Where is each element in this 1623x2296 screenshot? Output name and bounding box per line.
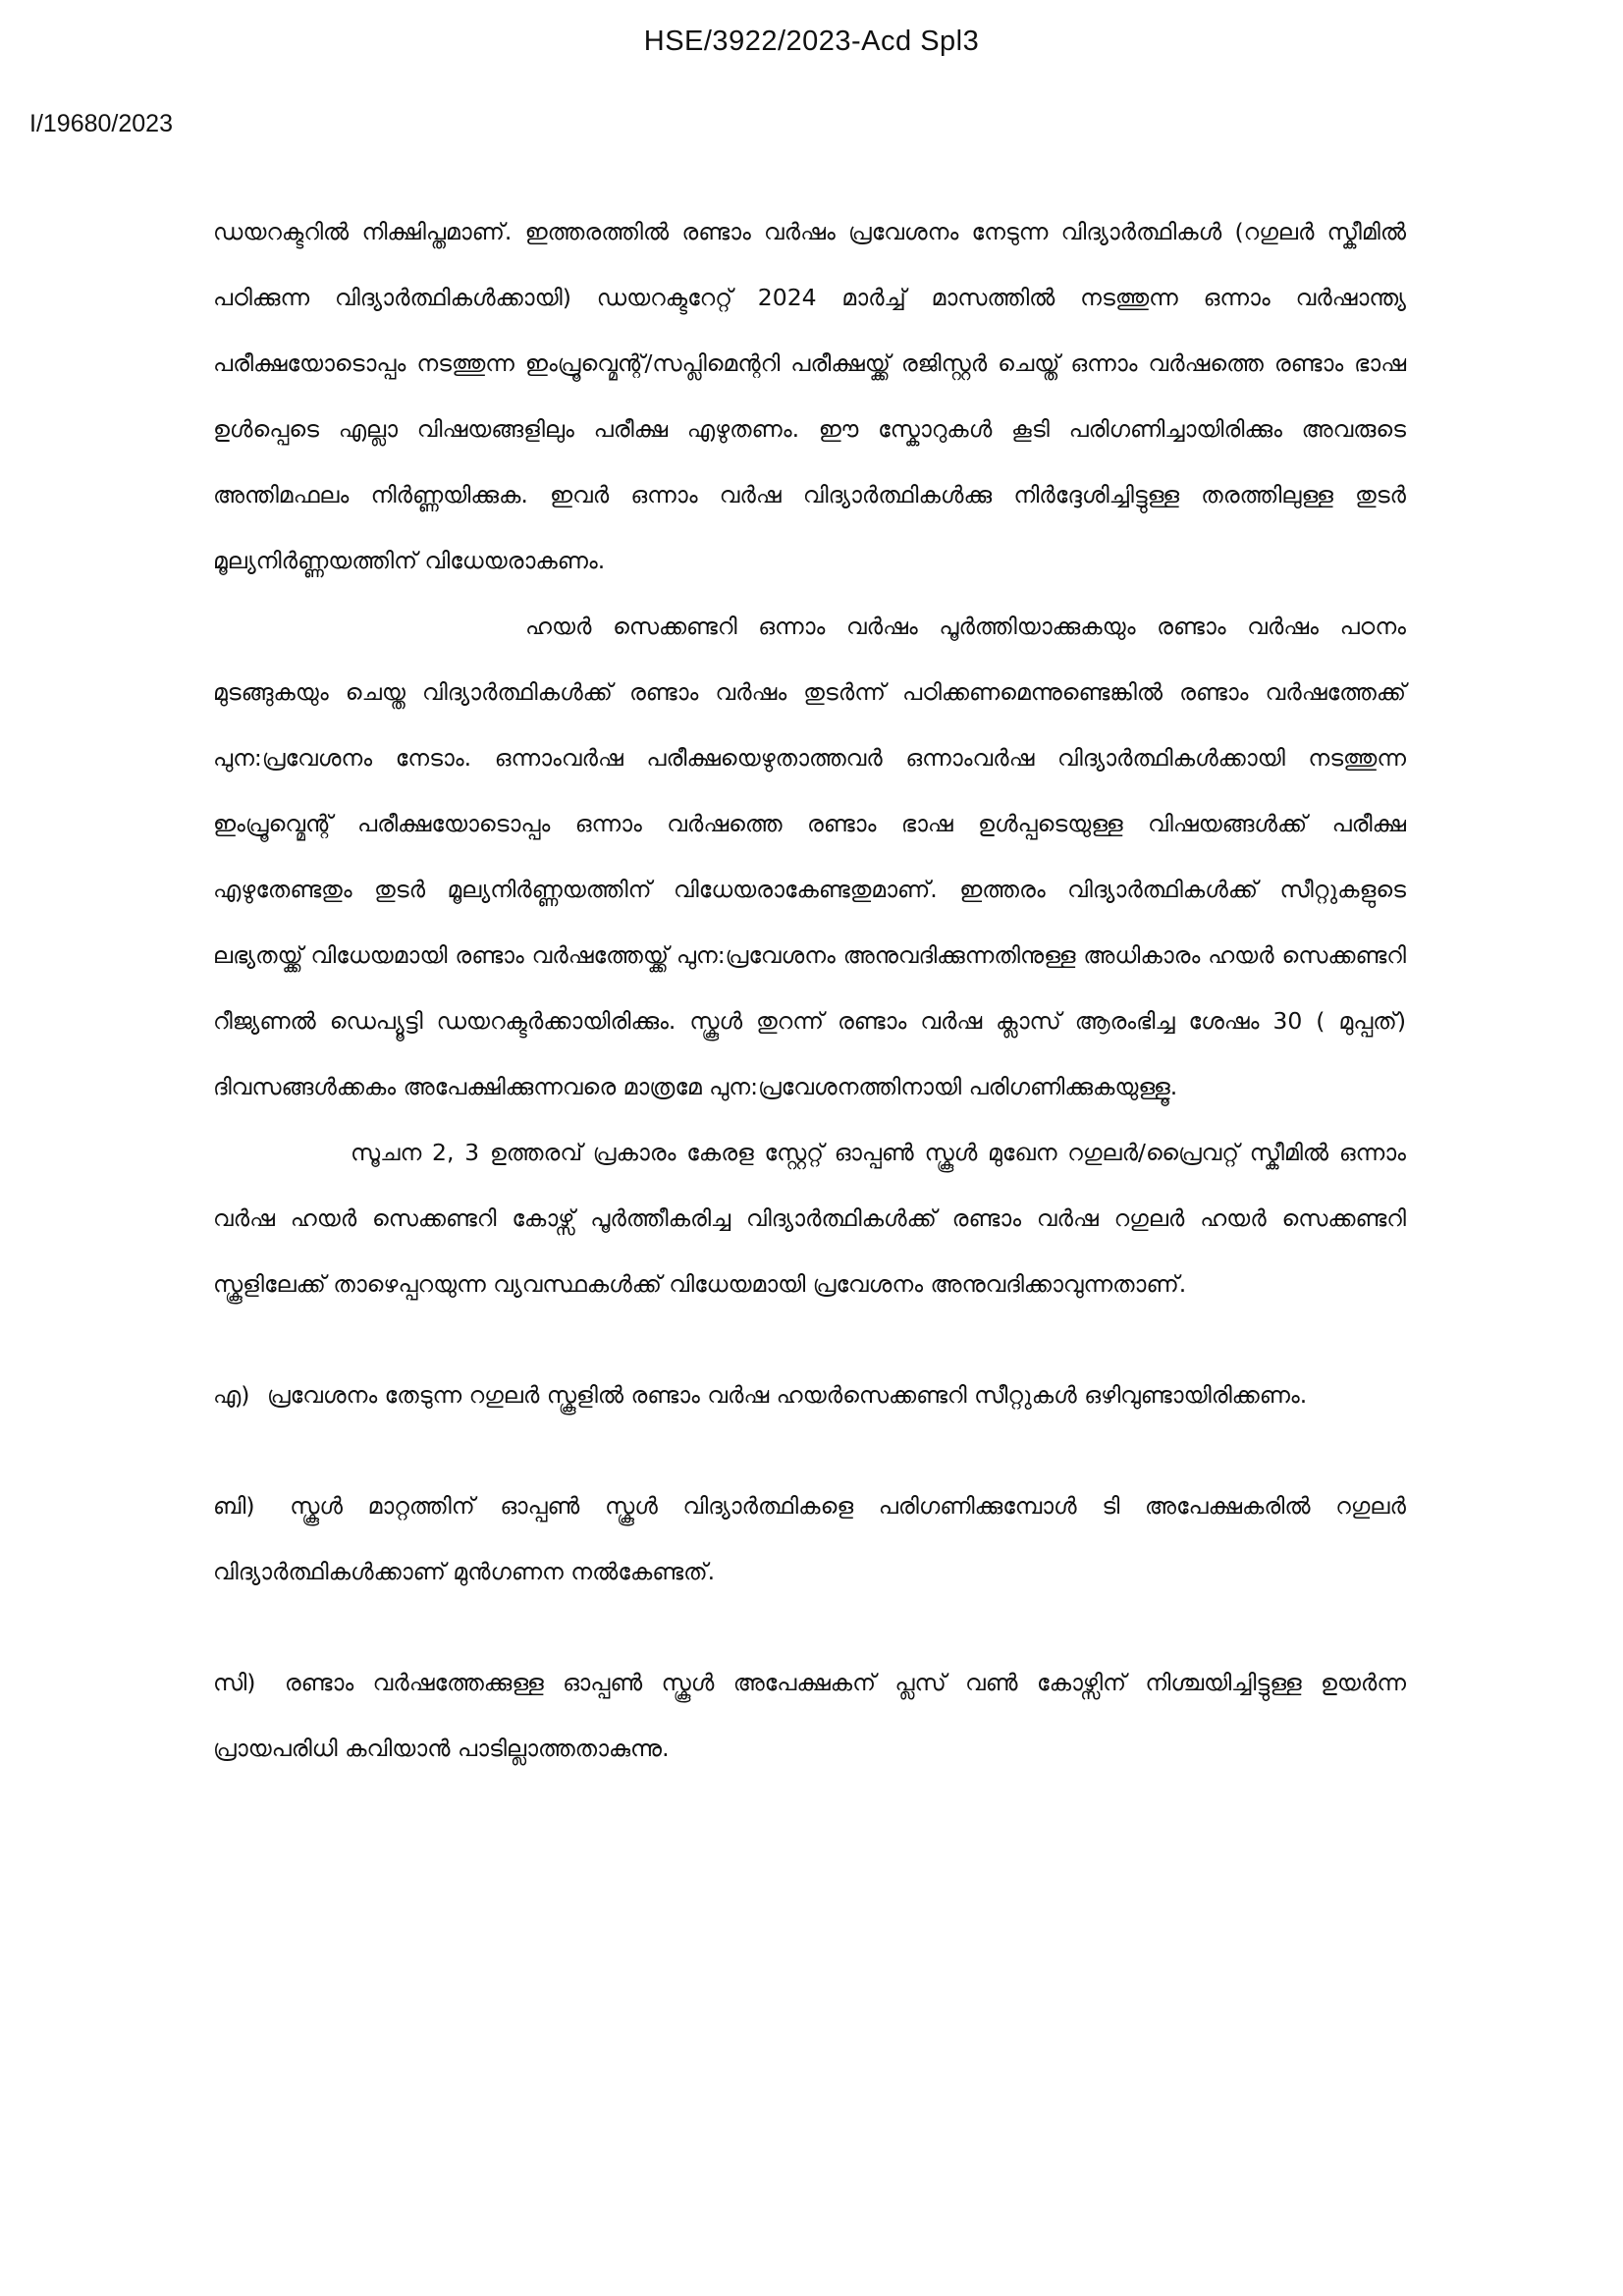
paragraph-3: സൂചന 2, 3 ഉത്തരവ് പ്രകാരം കേരള സ്റ്റേറ്റ് ഓപ്പൺ സ്കൂൾ മുഖേന റഗുലർ/പ്രൈവറ്റ് സ്കീമിൽ ഒന്നാം വർഷ ഹയർ സെക്കണ്ടറി കോഴ്സ് പൂർത്തീകരിച്ച വിദ്യാർത്ഥികൾക്ക് രണ്ടാം വർഷ റഗുലർ ഹയർ സെക്കണ്ടറി സ്കൂളിലേക്ക് താഴെപ്പറയുന്ന വ്യവസ്ഥകൾക്ക് വിധേയമായി പ്രവേശനം അനുവദിക്കാവുന്നതാണ്. [213, 1139, 1406, 1298]
paragraph-1: ഡയറക്ടറിൽ നിക്ഷിപ്തമാണ്. ഇത്തരത്തിൽ രണ്ടാം വർഷം പ്രവേശനം നേടുന്ന വിദ്യാർത്ഥികൾ (റഗുലർ സ്കീമിൽ പഠിക്കുന്ന വിദ്യാർത്ഥികൾക്കായി) ഡയറക്ടറേറ്റ് 2024 മാർച്ച് മാസത്തിൽ നടത്തുന്ന ഒന്നാം വർഷാന്ത്യ പരീക്ഷയോടൊപ്പം നടത്തുന്ന ഇംപ്രൂവ്മെന്റ്/സപ്ലിമെന്ററി പരീക്ഷയ്ക്ക് രജിസ്റ്റർ ചെയ്ത് ഒന്നാം വർഷത്തെ രണ്ടാം ഭാഷ ഉൾപ്പെടെ എല്ലാ വിഷയങ്ങളിലും പരീക്ഷ എഴുതണം. ഈ സ്കോറുകൾ കൂടി പരിഗണിച്ചായിരിക്കും അവരുടെ അന്തിമഫലം നിർണ്ണയിക്കുക. ഇവർ ഒന്നാം വർഷ വിദ്യാർത്ഥികൾക്കു നിർദ്ദേശിച്ചിട്ടുള്ള തരത്തിലുള്ള തുടർ മൂല്യനിർണ്ണയത്തിന് വിധേയരാകണം. [213, 218, 1406, 574]
item-text: രണ്ടാം വർഷത്തേക്കുള്ള ഓപ്പൺ സ്കൂൾ അപേക്ഷകന് പ്ലസ് വൺ കോഴ്സിന് നിശ്ചയിച്ചിട്ടുള്ള ഉയർന്ന പ്രായപരിധി കവിയാൻ പാടില്ലാത്തതാകുന്നു. [213, 1669, 1406, 1762]
condition-item-a [213, 1362, 1406, 1428]
condition-item-b [213, 1473, 1406, 1605]
item-marker: ബി) [213, 1492, 255, 1520]
paragraph-2: ഹയർ സെക്കണ്ടറി ഒന്നാം വർഷം പൂർത്തിയാക്കുകയും രണ്ടാം വർഷം പഠനം മുടങ്ങുകയും ചെയ്ത വിദ്യാർത്ഥികൾക്ക് രണ്ടാം വർഷം തുടർന്ന് പഠിക്കണമെന്നുണ്ടെങ്കിൽ രണ്ടാം വർഷത്തേക്ക് പുന:പ്രവേശനം നേടാം. ഒന്നാംവർഷ പരീക്ഷയെഴുതാത്തവർ ഒന്നാംവർഷ വിദ്യാർത്ഥികൾക്കായി നടത്തുന്ന ഇംപ്രൂവ്മെന്റ് പരീക്ഷയോടൊപ്പം ഒന്നാം വർഷത്തെ രണ്ടാം ഭാഷ ഉൾപ്പടെയുള്ള വിഷയങ്ങൾക്ക് പരീക്ഷ എഴുതേണ്ടതും തുടർ മൂല്യനിർണ്ണയത്തിന് വിധേയരാകേണ്ടതുമാണ്. ഇത്തരം വിദ്യാർത്ഥികൾക്ക് സീറ്റുകളുടെ ലഭ്യതയ്ക്ക് വിധേയമായി രണ്ടാം വർഷത്തേയ്ക്ക് പുന:പ്രവേശനം അനുവദിക്കുന്നതിനുള്ള അധികാരം ഹയർ സെക്കണ്ടറി റീജ്യണൽ ഡെപ്യൂട്ടി ഡയറക്ടർക്കായിരിക്കും. സ്കൂൾ തുറന്ന് രണ്ടാം വർഷ ക്ലാസ് ആരംഭിച്ച ശേഷം 30 ( മുപ്പത്) ദിവസങ്ങൾക്കകം അപേക്ഷിക്കുന്നവരെ മാത്രമേ പുന:പ്രവേശനത്തിനായി പരിഗണിക്കുകയുള്ളൂ. [213, 613, 1406, 1100]
item-text: സ്കൂൾ മാറ്റത്തിന് ഓപ്പൺ സ്കൂൾ വിദ്യാർത്ഥികളെ പരിഗണിക്കുമ്പോൾ ടി അപേക്ഷകരിൽ റഗുലർ വിദ്യാർത്ഥികൾക്കാണ് മുൻഗണന നൽകേണ്ടത്. [213, 1492, 1406, 1585]
file-number: I/19680/2023 [29, 110, 173, 137]
condition-item-c [213, 1650, 1406, 1782]
item-marker: എ) [213, 1381, 250, 1409]
document-body [213, 199, 1406, 1782]
reference-number: HSE/3922/2023-Acd Spl3 [643, 26, 980, 57]
item-text: പ്രവേശനം തേടുന്ന റഗുലർ സ്കൂളിൽ രണ്ടാം വർഷ ഹയർസെക്കണ്ടറി സീറ്റുകൾ ഒഴിവുണ്ടായിരിക്കണം. [266, 1381, 1308, 1409]
item-marker: സി) [213, 1669, 256, 1696]
